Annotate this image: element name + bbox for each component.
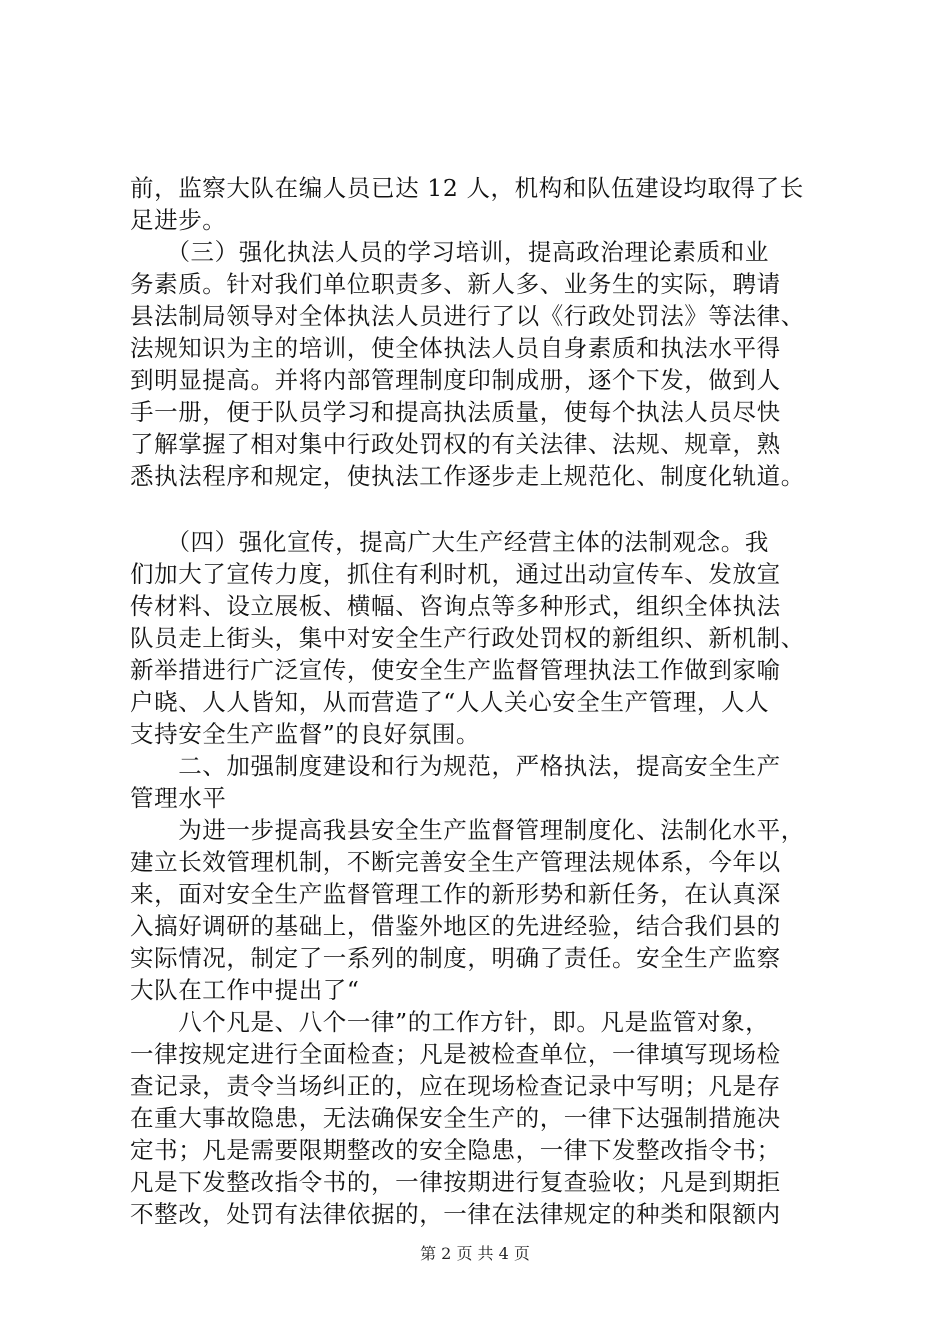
text-line: 凡是下发整改指令书的，一律按期进行复查验收；凡是到期拒 <box>130 1168 781 1196</box>
text-line: 悉执法程序和规定，使执法工作逐步走上规范化、制度化轨道。 <box>130 462 805 490</box>
text-line: 手一册，便于队员学习和提高执法质量，使每个执法人员尽快 <box>130 398 781 426</box>
text-line: 建立长效管理机制，不断完善安全生产管理法规体系，今年以 <box>130 848 781 876</box>
text-line: 队员走上街头，集中对安全生产行政处罚权的新组织、新机制、 <box>130 624 805 652</box>
text-line: 一律按规定进行全面检查；凡是被检查单位，一律填写现场检 <box>130 1040 781 1068</box>
text-line: 实际情况，制定了一系列的制度，明确了责任。安全生产监察 <box>130 944 781 972</box>
text-line: 大队在工作中提出了“ <box>130 976 360 1004</box>
text-line: 来，面对安全生产监督管理工作的新形势和新任务，在认真深 <box>130 880 781 908</box>
text-line: （三）强化执法人员的学习培训，提高政治理论素质和业 <box>130 238 769 266</box>
document-body <box>130 172 850 1230</box>
paragraph-gap <box>130 492 850 526</box>
text-line: 到明显提高。并将内部管理制度印制成册，逐个下发，做到人 <box>130 366 781 394</box>
text-line: 在重大事故隐患，无法确保安全生产的，一律下达强制措施决 <box>130 1104 781 1132</box>
page-footer: 第 2 页 共 4 页 <box>420 1244 530 1263</box>
text-line: 二、加强制度建设和行为规范，严格执法，提高安全生产 <box>130 752 781 780</box>
text-line: （四）强化宣传，提高广大生产经营主体的法制观念。我 <box>130 528 769 556</box>
text-line: 传材料、设立展板、横幅、咨询点等多种形式，组织全体执法 <box>130 592 781 620</box>
text-line: 前，监察大队在编人员已达 12 人，机构和队伍建设均取得了长 <box>130 174 804 202</box>
text-line: 入搞好调研的基础上，借鉴外地区的先进经验，结合我们县的 <box>130 912 781 940</box>
text-line: 务素质。针对我们单位职责多、新人多、业务生的实际，聘请 <box>130 270 781 298</box>
text-line: 不整改，处罚有法律依据的，一律在法律规定的种类和限额内 <box>130 1200 781 1228</box>
text-line: 户晓、人人皆知，从而营造了“人人关心安全生产管理，人人 <box>130 688 770 716</box>
text-line: 县法制局领导对全体执法人员进行了以《行政处罚法》等法律、 <box>130 302 805 330</box>
text-line: 了解掌握了相对集中行政处罚权的有关法律、法规、规章，熟 <box>130 430 781 458</box>
text-line: 定书；凡是需要限期整改的安全隐患，一律下发整改指令书； <box>130 1136 781 1164</box>
text-line: 法规知识为主的培训，使全体执法人员自身素质和执法水平得 <box>130 334 781 362</box>
text-line: 管理水平 <box>130 784 227 812</box>
text-line: 足进步。 <box>130 206 227 234</box>
text-line: 为进一步提高我县安全生产监督管理制度化、法制化水平， <box>130 816 805 844</box>
text-line: 查记录，责令当场纠正的，应在现场检查记录中写明；凡是存 <box>130 1072 781 1100</box>
text-line: 八个凡是、八个一律”的工作方针，即。凡是监管对象， <box>130 1008 770 1036</box>
text-line: 们加大了宣传力度，抓住有利时机，通过出动宣传车、发放宣 <box>130 560 781 588</box>
text-line: 新举措进行广泛宣传，使安全生产监督管理执法工作做到家喻 <box>130 656 781 684</box>
text-line: 支持安全生产监督”的良好氛围。 <box>130 720 481 748</box>
